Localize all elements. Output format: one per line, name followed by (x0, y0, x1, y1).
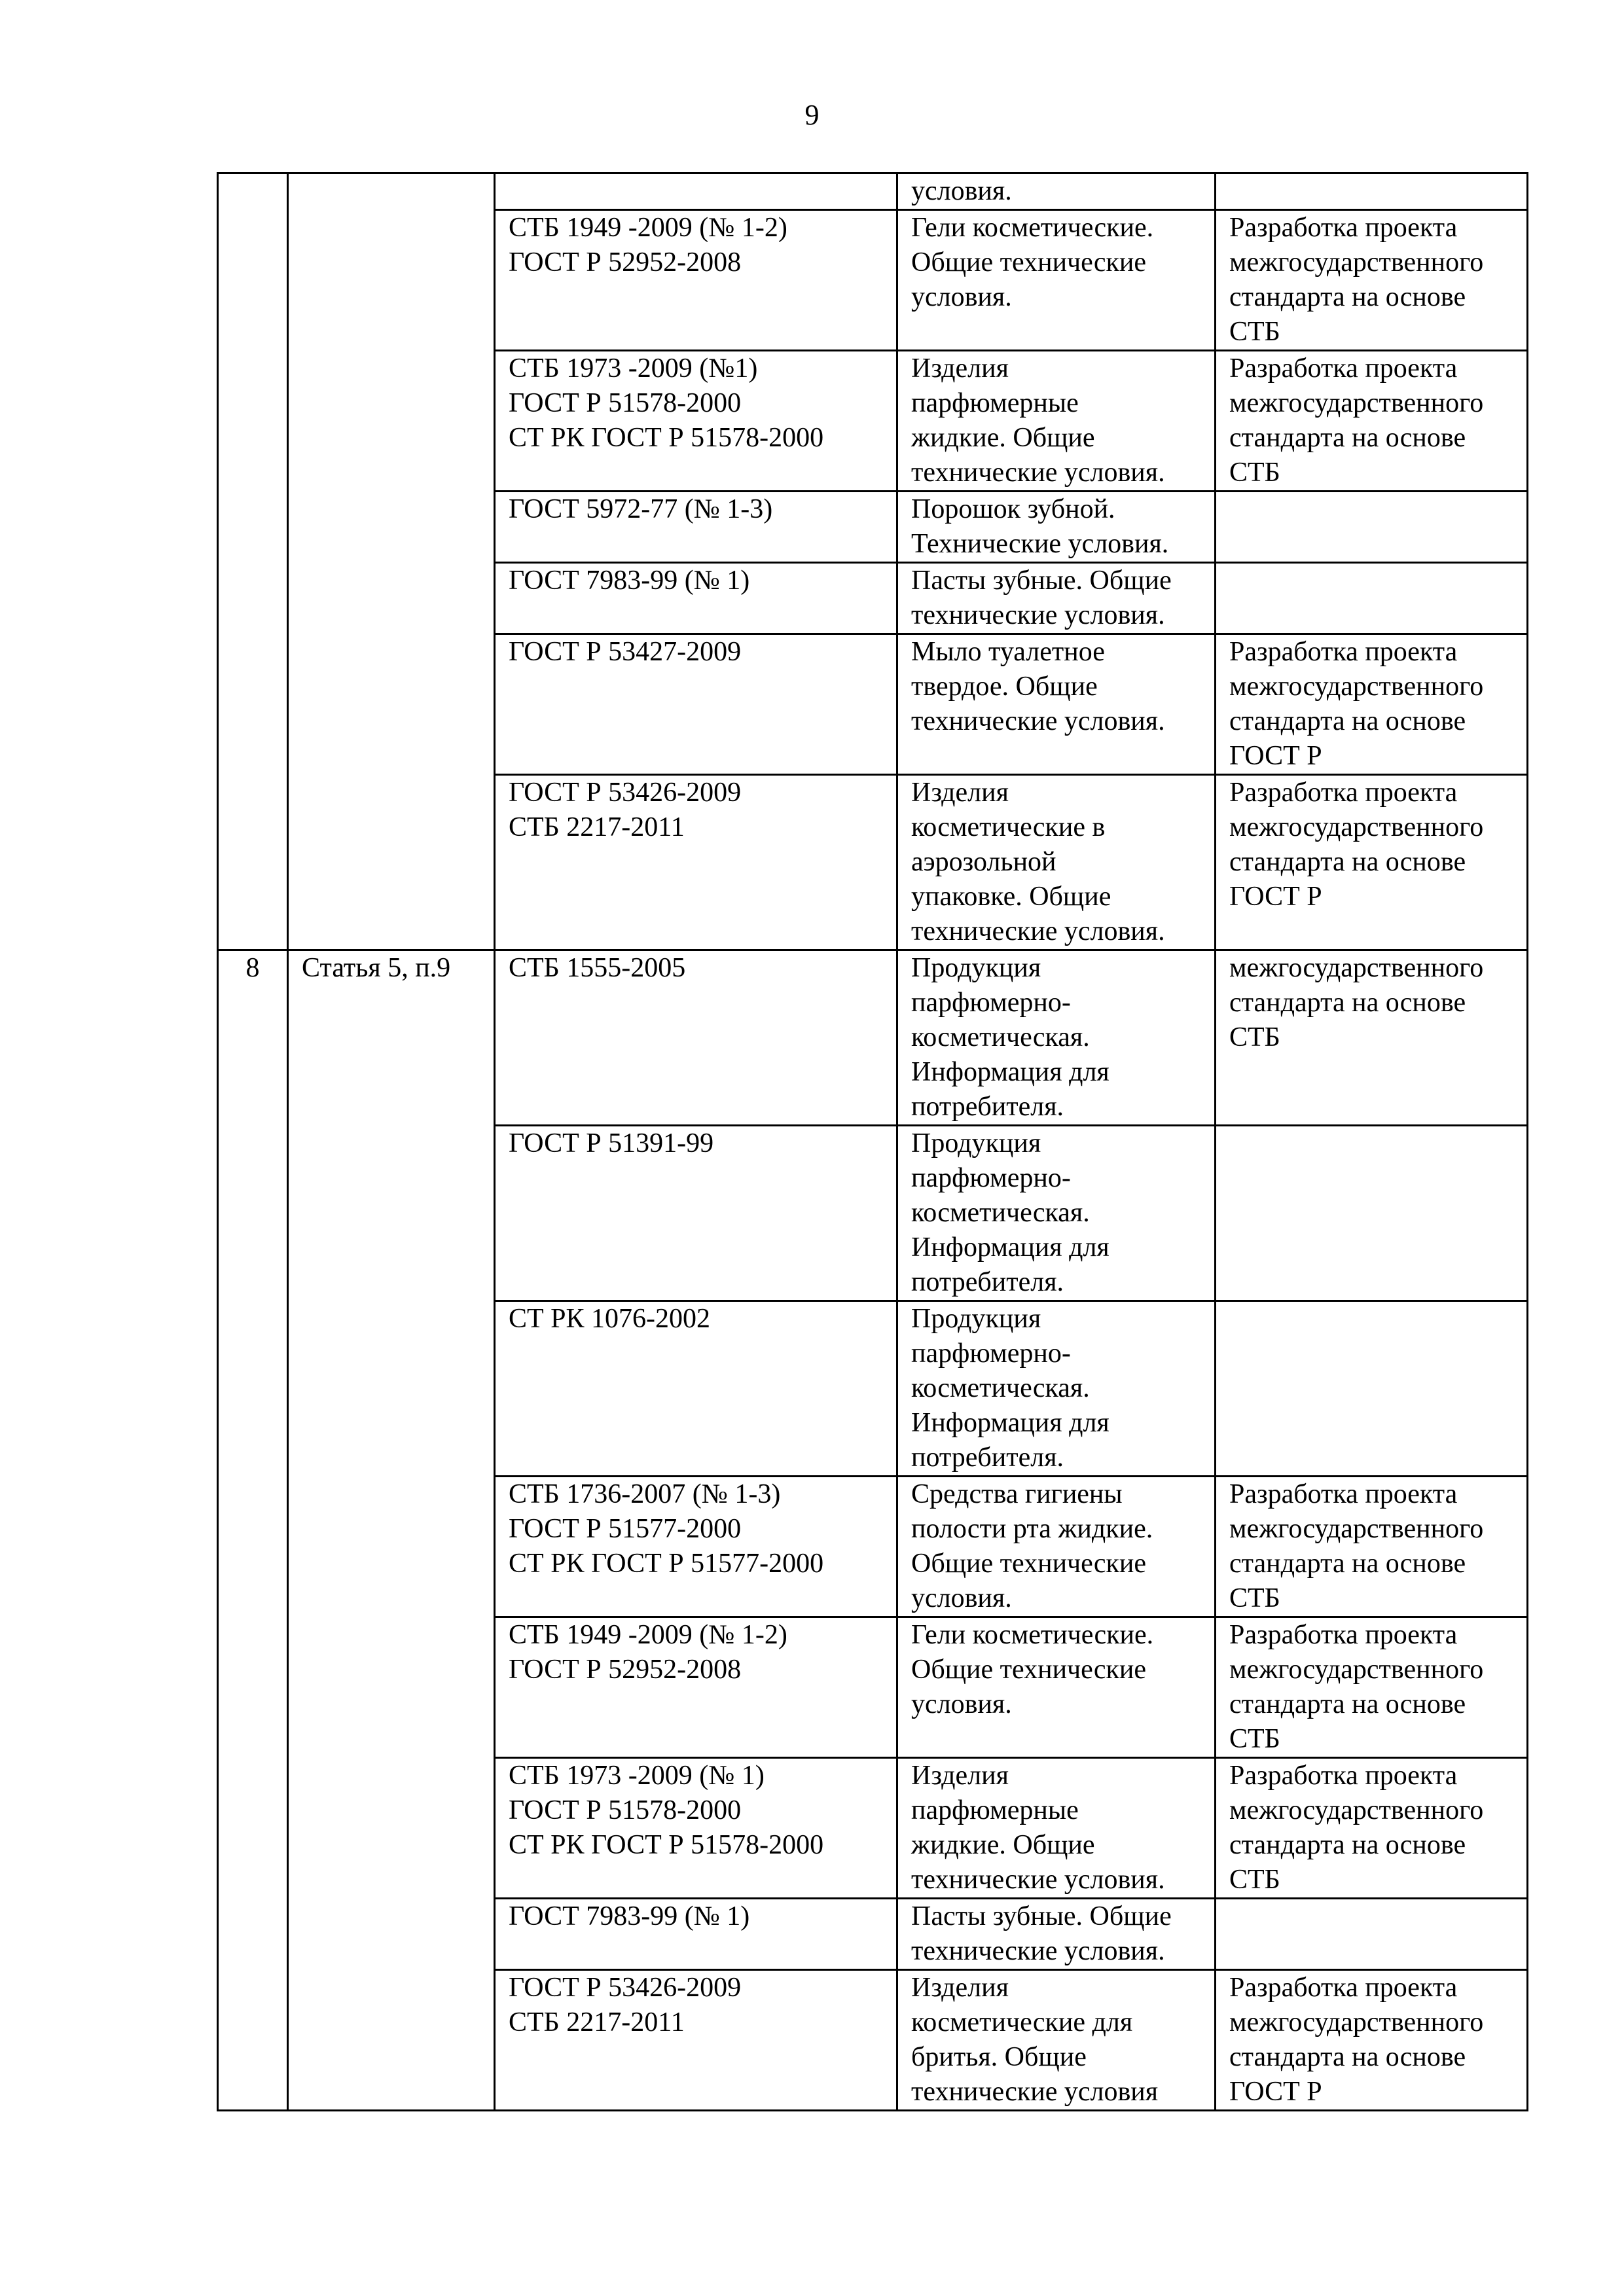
standard-designation-cell-line: СТБ 2217-2011 (509, 2007, 685, 2037)
standard-designation-cell (495, 1126, 897, 1301)
note-cell-line: межгосударственного (1229, 1514, 1484, 1544)
standard-name-cell-line: условия. (911, 282, 1012, 312)
standard-designation-cell (495, 351, 897, 492)
item-number: 8 (245, 953, 260, 983)
note-cell (1216, 1301, 1528, 1477)
note-cell-line: Разработка проекта (1229, 1973, 1458, 2003)
standard-designation-cell (495, 1758, 897, 1899)
standard-designation-cell (495, 492, 897, 563)
note-cell-line: межгосударственного (1229, 953, 1484, 983)
standard-name-cell-line: аэрозольной (911, 847, 1056, 877)
standard-designation-cell-line: СТБ 1949 -2009 (№ 1-2) (509, 213, 787, 243)
standard-name-cell-line: упаковке. Общие (911, 882, 1111, 912)
standard-name-cell-line: Мыло туалетное (911, 637, 1105, 667)
standard-name-cell-line: условия. (911, 1583, 1012, 1613)
note-cell-line: межгосударственного (1229, 247, 1484, 278)
standard-designation-cell-line: ГОСТ Р 53426-2009 (509, 778, 742, 808)
note-cell-line: Разработка проекта (1229, 637, 1458, 667)
note-cell-line: Разработка проекта (1229, 1479, 1458, 1509)
standard-name-cell-line: Общие технические (911, 1549, 1147, 1579)
note-cell-line: СТБ (1229, 457, 1280, 488)
standard-designation-cell-line: ГОСТ Р 52952-2008 (509, 247, 742, 278)
standard-name-cell-line: условия. (911, 1689, 1012, 1719)
note-cell-line: Разработка проекта (1229, 1761, 1458, 1791)
table-body (218, 173, 1528, 2111)
standard-name-cell-line: Средства гигиены (911, 1479, 1123, 1509)
note-cell-line: межгосударственного (1229, 2007, 1484, 2037)
note-cell-line: Разработка проекта (1229, 1620, 1458, 1650)
standard-name-cell (897, 1301, 1216, 1477)
standard-name-cell-line: технические условия. (911, 706, 1165, 736)
standard-designation-cell-line: СТБ 1555-2005 (509, 953, 686, 983)
item-number-cell (218, 950, 288, 2111)
note-cell-line: стандарта на основе (1229, 423, 1466, 453)
standard-name-cell-line: Технические условия. (911, 529, 1169, 559)
standard-name-cell-line: технические условия. (911, 916, 1165, 946)
note-cell-line: межгосударственного (1229, 672, 1484, 702)
standard-name-cell-line: Порошок зубной. (911, 494, 1115, 524)
standard-name-cell (897, 1970, 1216, 2111)
standard-name-cell (897, 351, 1216, 492)
standard-name-cell-line: Гели косметические. (911, 1620, 1154, 1650)
standard-name-cell-line: Продукция (911, 1128, 1041, 1158)
standard-designation-cell (495, 1477, 897, 1617)
note-cell-line: межгосударственного (1229, 1655, 1484, 1685)
standard-designation-cell-line: СТБ 1973 -2009 (№ 1) (509, 1761, 765, 1791)
standard-name-cell-line: Продукция (911, 953, 1041, 983)
standard-name-cell-line: Изделия (911, 1761, 1009, 1791)
note-cell-line: СТБ (1229, 1022, 1280, 1052)
note-cell-line: Разработка проекта (1229, 778, 1458, 808)
note-cell-line: стандарта на основе (1229, 988, 1466, 1018)
standard-designation-cell (495, 1301, 897, 1477)
standard-name-cell (897, 492, 1216, 563)
note-cell (1216, 210, 1528, 351)
note-cell-line: ГОСТ Р (1229, 2077, 1322, 2107)
standard-name-cell-line: парфюмерные (911, 388, 1079, 418)
note-cell (1216, 950, 1528, 1126)
note-cell (1216, 492, 1528, 563)
standard-designation-cell (495, 950, 897, 1126)
standard-name-cell-line: твердое. Общие (911, 672, 1098, 702)
standard-name-cell-line: Продукция (911, 1304, 1041, 1334)
standard-designation-cell-line: СТ РК ГОСТ Р 51578-2000 (509, 1830, 824, 1860)
note-cell-line: стандарта на основе (1229, 1549, 1466, 1579)
standard-name-cell-line: косметические в (911, 812, 1106, 842)
standard-name-cell (897, 950, 1216, 1126)
standard-name-cell-line: Изделия (911, 353, 1009, 384)
table-row (218, 173, 1528, 210)
standard-name-cell-line: косметическая. (911, 1022, 1090, 1052)
standard-designation-cell-line: ГОСТ Р 53427-2009 (509, 637, 742, 667)
standard-designation-cell-line: СТ РК 1076-2002 (509, 1304, 711, 1334)
standard-name-cell-line: Информация для (911, 1408, 1110, 1438)
standard-name-cell (897, 210, 1216, 351)
note-cell-line: стандарта на основе (1229, 1689, 1466, 1719)
note-cell-line: межгосударственного (1229, 1795, 1484, 1825)
note-cell (1216, 634, 1528, 775)
standard-designation-cell-line: ГОСТ 7983-99 (№ 1) (509, 1901, 750, 1931)
standard-name-cell (897, 634, 1216, 775)
standard-name-cell-line: технические условия (911, 2077, 1159, 2107)
note-cell-line: СТБ (1229, 1583, 1280, 1613)
standard-name-cell-line: парфюмерно- (911, 1163, 1071, 1193)
standard-name-cell-line: полости рта жидкие. (911, 1514, 1153, 1544)
note-cell-line: СТБ (1229, 317, 1280, 347)
note-cell-line: СТБ (1229, 1865, 1280, 1895)
standards-table (217, 172, 1528, 2111)
standard-name-cell (897, 1899, 1216, 1970)
standard-designation-cell-line: СТБ 1973 -2009 (№1) (509, 353, 758, 384)
standard-designation-cell-line: СТ РК ГОСТ Р 51577-2000 (509, 1549, 824, 1579)
note-cell (1216, 351, 1528, 492)
standard-designation-cell-line: СТБ 2217-2011 (509, 812, 685, 842)
standard-name-cell-line: парфюмерно- (911, 988, 1071, 1018)
standard-designation-cell-line: ГОСТ 5972-77 (№ 1-3) (509, 494, 773, 524)
standard-designation-cell-line: СТ РК ГОСТ Р 51578-2000 (509, 423, 824, 453)
standard-name-cell-line: Информация для (911, 1232, 1110, 1263)
standard-designation-cell (495, 1970, 897, 2111)
standard-designation-cell (495, 1899, 897, 1970)
note-cell-line: стандарта на основе (1229, 847, 1466, 877)
standard-name-cell (897, 1758, 1216, 1899)
note-cell-line: Разработка проекта (1229, 353, 1458, 384)
standard-name-cell-line: потребителя. (911, 1092, 1064, 1122)
standard-designation-cell-line: ГОСТ 7983-99 (№ 1) (509, 565, 750, 596)
standard-name-cell-line: Информация для (911, 1057, 1110, 1087)
standard-designation-cell-line: СТБ 1949 -2009 (№ 1-2) (509, 1620, 787, 1650)
note-cell (1216, 1899, 1528, 1970)
standard-name-cell-line: Пасты зубные. Общие (911, 1901, 1172, 1931)
standard-designation-cell-line: ГОСТ Р 51577-2000 (509, 1514, 742, 1544)
note-cell (1216, 1617, 1528, 1758)
item-number-cell (218, 173, 288, 950)
standard-designation-cell-line: ГОСТ Р 51578-2000 (509, 1795, 742, 1825)
note-cell (1216, 1758, 1528, 1899)
standard-name-cell-line: Изделия (911, 778, 1009, 808)
standard-name-cell-line: парфюмерно- (911, 1338, 1071, 1369)
standard-name-cell-line: жидкие. Общие (911, 423, 1095, 453)
article-cell (288, 950, 495, 2111)
note-cell (1216, 1970, 1528, 2111)
page-number: 9 (804, 99, 820, 131)
standard-name-cell (897, 1617, 1216, 1758)
standard-name-cell-line: парфюмерные (911, 1795, 1079, 1825)
standard-name-cell-line: технические условия. (911, 1865, 1165, 1895)
note-cell-line: стандарта на основе (1229, 1830, 1466, 1860)
standard-name-cell-line: технические условия. (911, 600, 1165, 630)
standard-name-cell-line: жидкие. Общие (911, 1830, 1095, 1860)
standard-name-cell-line: косметическая. (911, 1373, 1090, 1403)
standard-name-cell-line: технические условия. (911, 1936, 1165, 1966)
note-cell (1216, 563, 1528, 634)
note-cell-line: ГОСТ Р (1229, 741, 1322, 771)
note-cell-line: межгосударственного (1229, 812, 1484, 842)
standard-designation-cell-line: ГОСТ Р 53426-2009 (509, 1973, 742, 2003)
note-cell-line: стандарта на основе (1229, 2042, 1466, 2072)
standard-name-cell (897, 563, 1216, 634)
note-cell (1216, 173, 1528, 210)
note-cell-line: стандарта на основе (1229, 706, 1466, 736)
standard-name-cell-line: Гели косметические. (911, 213, 1154, 243)
standard-designation-cell-line: СТБ 1736-2007 (№ 1-3) (509, 1479, 781, 1509)
standard-name-cell-line: потребителя. (911, 1267, 1064, 1297)
standard-name-cell (897, 775, 1216, 950)
table-row (218, 950, 1528, 1126)
note-cell-line: стандарта на основе (1229, 282, 1466, 312)
standard-designation-cell-line: ГОСТ Р 51578-2000 (509, 388, 742, 418)
standard-name-cell-line: Общие технические (911, 1655, 1147, 1685)
standard-designation-cell (495, 173, 897, 210)
standard-name-cell-line: Пасты зубные. Общие (911, 565, 1172, 596)
standard-name-cell (897, 1477, 1216, 1617)
standard-name-cell-line: Изделия (911, 1973, 1009, 2003)
standard-name-cell-line: Общие технические (911, 247, 1147, 278)
standard-name-cell-line: косметические для (911, 2007, 1133, 2037)
note-cell-line: ГОСТ Р (1229, 882, 1322, 912)
standard-designation-cell (495, 634, 897, 775)
note-cell-line: Разработка проекта (1229, 213, 1458, 243)
standard-name-cell (897, 173, 1216, 210)
note-cell-line: межгосударственного (1229, 388, 1484, 418)
standard-name-cell-line: условия. (911, 176, 1012, 206)
standard-name-cell-line: потребителя. (911, 1443, 1064, 1473)
note-cell (1216, 775, 1528, 950)
standard-designation-cell (495, 775, 897, 950)
article-reference: Статья 5, п.9 (302, 953, 451, 983)
note-cell (1216, 1126, 1528, 1301)
standard-name-cell-line: косметическая. (911, 1198, 1090, 1228)
standard-designation-cell (495, 563, 897, 634)
note-cell (1216, 1477, 1528, 1617)
standard-name-cell (897, 1126, 1216, 1301)
standard-designation-cell (495, 1617, 897, 1758)
standard-designation-cell (495, 210, 897, 351)
standard-name-cell-line: технические условия. (911, 457, 1165, 488)
article-cell (288, 173, 495, 950)
standard-designation-cell-line: ГОСТ Р 51391-99 (509, 1128, 714, 1158)
standard-designation-cell-line: ГОСТ Р 52952-2008 (509, 1655, 742, 1685)
standard-name-cell-line: бритья. Общие (911, 2042, 1087, 2072)
note-cell-line: СТБ (1229, 1724, 1280, 1754)
